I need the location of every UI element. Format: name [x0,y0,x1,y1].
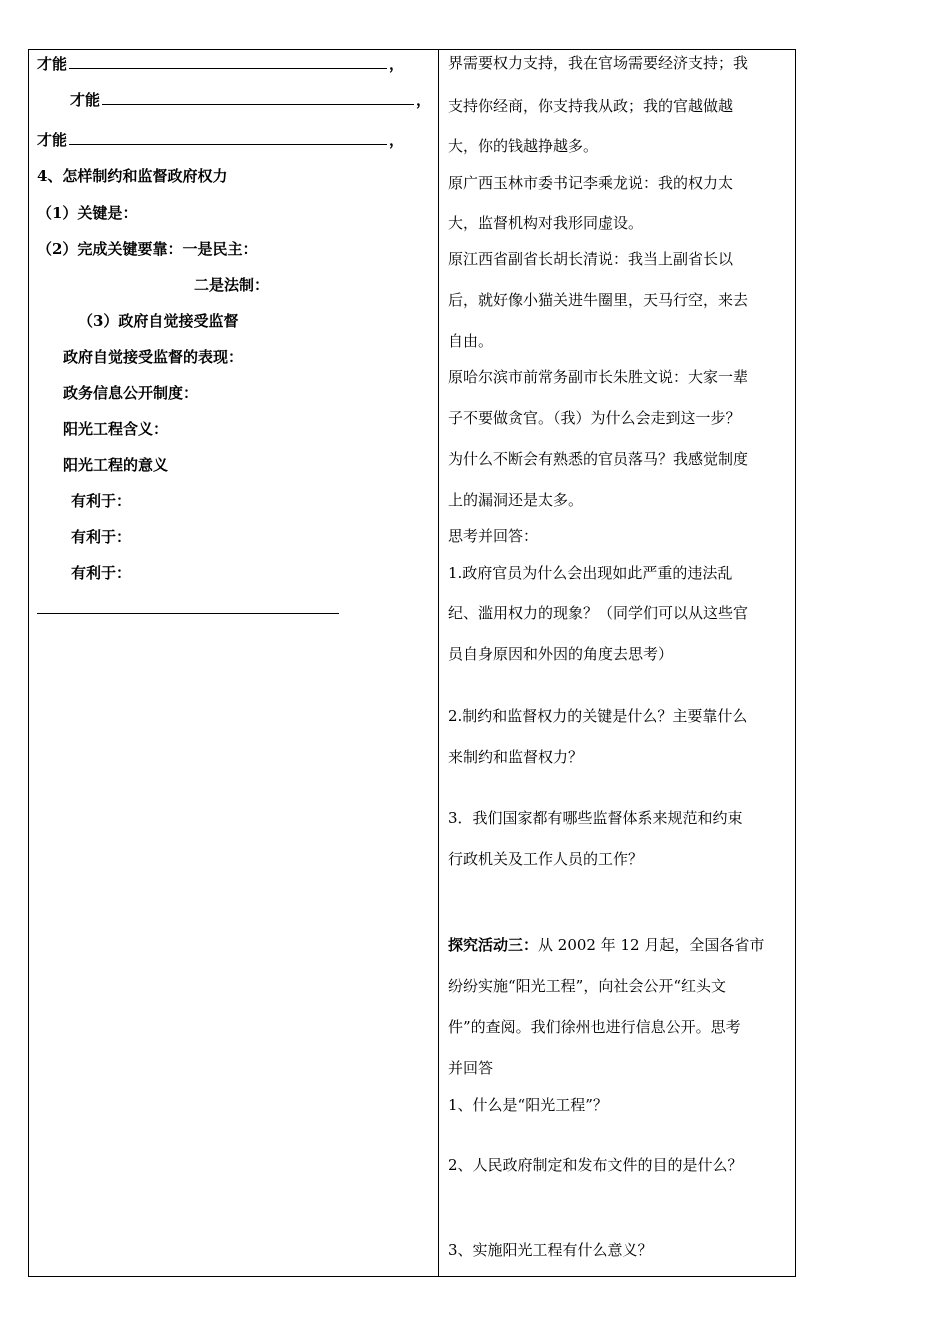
blank-line-3[interactable] [69,132,387,145]
case-text: 子不要做贪官。（我）为什么会走到这一步？ [448,409,741,427]
activity-three-title: 探究活动三： [448,936,539,954]
question-2: 来制约和监督权力？ [448,748,584,766]
item-manifestation: 政府自觉接受监督的表现： [63,348,244,366]
question-1: 纪、滥用权力的现象？（同学们可以从这些官 [448,604,749,622]
case-text: 原江西省副省长胡长清说：我当上副省长以 [448,250,734,268]
benefit-2: 有利于： [71,528,132,546]
case-text: 原哈尔滨市前常务副市长朱胜文说：大家一辈 [448,368,749,386]
question-prompt: 思考并回答： [448,527,539,545]
item-key: （1）关键是： [37,204,138,222]
item-legal-system: 二是法制： [194,276,270,294]
fill-blank-2: 才能 ， [70,91,432,109]
question-1: 1.政府官员为什么会出现如此严重的违法乱 [448,564,733,582]
benefit-3: 有利于： [71,564,132,582]
case-text: 大，你的钱越挣越多。 [448,137,599,155]
activity-question-2: 2、人民政府制定和发布文件的目的是什么？ [448,1156,743,1174]
case-text: 支持你经商，你支持我从政；我的官越做越 [448,97,734,115]
footnote-rule [37,613,339,614]
item-sunshine-significance: 阳光工程的意义 [63,456,169,474]
activity-question-3: 3、实施阳光工程有什么意义？ [448,1241,653,1259]
question-3: 3．我们国家都有哪些监督体系来规范和约束 [448,809,743,827]
benefit-1: 有利于： [71,492,132,510]
case-text: 上的漏洞还是太多。 [448,491,584,509]
case-text: 界需要权力支持，我在官场需要经济支持；我 [448,54,749,72]
activity-text: 并回答 [448,1059,494,1077]
question-2: 2.制约和监督权力的关键是什么？主要靠什么 [448,707,748,725]
item-democracy: （2）完成关键要靠：一是民主： [37,240,258,258]
worksheet-table [28,49,796,1277]
blank-line-1[interactable] [69,56,387,69]
blank-line-2[interactable] [102,92,414,105]
case-text: 大，监督机构对我形同虚设。 [448,214,644,232]
case-text: 后，就好像小猫关进牛圈里，天马行空，来去 [448,291,749,309]
item-supervision: （3）政府自觉接受监督 [78,312,239,330]
fill-blank-3: 才能 ， [37,131,405,149]
activity-three: 探究活动三：从 2002 年 12 月起，全国各省市 [448,936,765,954]
question-1: 员自身原因和外因的角度去思考） [448,645,674,663]
item-sunshine-meaning: 阳光工程含义： [63,420,169,438]
item-info-disclosure: 政务信息公开制度： [63,384,199,402]
fill-blank-1: 才能 ， [37,55,405,73]
section-heading: 4、怎样制约和监督政府权力 [37,167,228,185]
case-text: 为什么不断会有熟悉的官员落马？我感觉制度 [448,450,749,468]
activity-text: 件”的查阅。我们徐州也进行信息公开。思考 [448,1018,741,1036]
column-divider [438,49,439,1277]
activity-question-1: 1、什么是“阳光工程”？ [448,1096,608,1114]
case-text: 自由。 [448,332,494,350]
activity-text: 纷纷实施“阳光工程”，向社会公开“红头文 [448,977,727,995]
case-text: 原广西玉林市委书记李乘龙说：我的权力太 [448,174,734,192]
question-3: 行政机关及工作人员的工作？ [448,850,644,868]
